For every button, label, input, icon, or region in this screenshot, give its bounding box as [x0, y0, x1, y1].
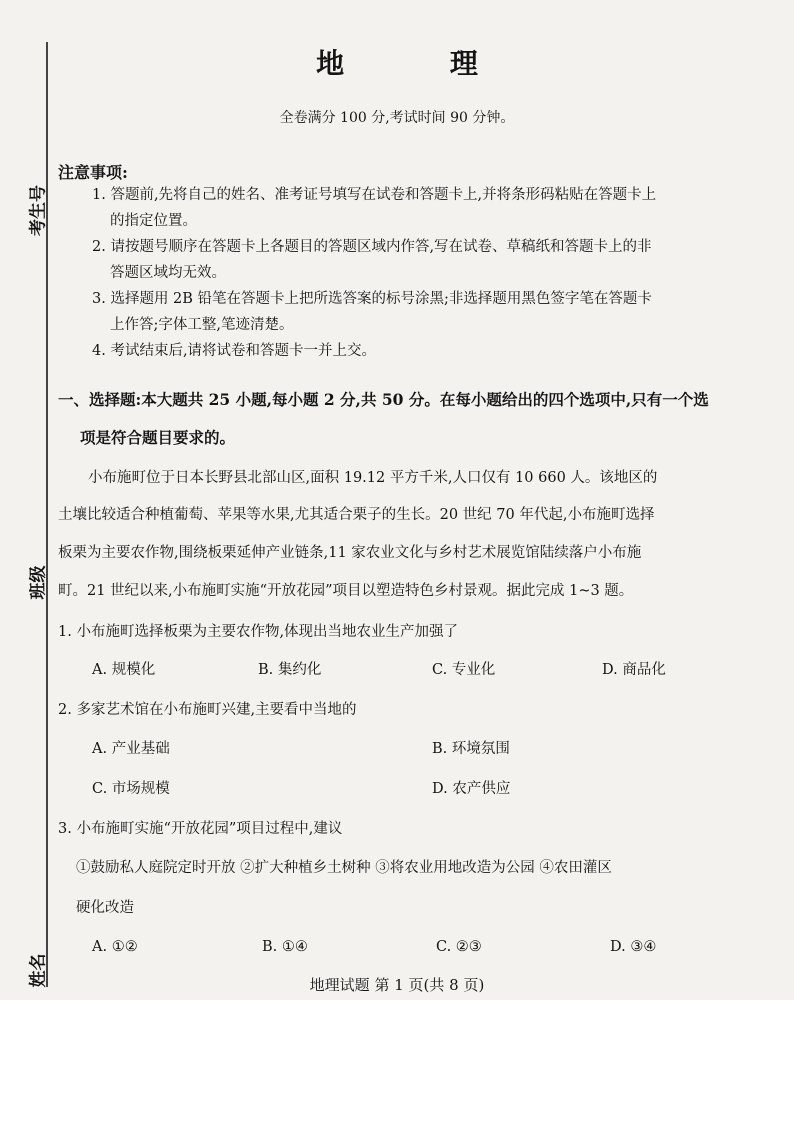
- q1-option-b: B. 集约化: [258, 662, 322, 678]
- note-line: 上作答;字体工整,笔迹清楚。: [110, 317, 294, 333]
- question-1-stem: 1. 小布施町选择板栗为主要农作物,体现出当地农业生产加强了: [58, 624, 459, 640]
- q3-option-a: A. ①②: [92, 939, 138, 955]
- q1-option-a: A. 规模化: [92, 662, 156, 678]
- q3-items-cont: 硬化改造: [76, 900, 134, 916]
- note-line: 2. 请按题号顺序在答题卡上各题目的答题区域内作答,写在试卷、草稿纸和答题卡上的非: [92, 239, 652, 255]
- note-line: 3. 选择题用 2B 铅笔在答题卡上把所选答案的标号涂黑;非选择题用黑色签字笔在答题卡: [92, 291, 652, 307]
- q2-option-b: B. 环境氛围: [432, 741, 510, 757]
- note-line: 4. 考试结束后,请将试卷和答题卡一并上交。: [92, 343, 377, 359]
- page-title: 地 理: [316, 47, 526, 80]
- section-heading: 一、选择题:本大题共 25 小题,每小题 2 分,共 50 分。在每小题给出的四个选项中,只有一个选: [58, 390, 709, 409]
- note-line: 的指定位置。: [110, 213, 197, 229]
- note-line: 答题区域均无效。: [110, 265, 226, 281]
- question-2-stem: 2. 多家艺术馆在小布施町兴建,主要看中当地的: [58, 702, 357, 718]
- passage-line: 土壤比较适合种植葡萄、苹果等水果,尤其适合栗子的生长。20 世纪 70 年代起,小布施町选择: [58, 507, 655, 523]
- page-footer: 地理试题 第 1 页(共 8 页): [309, 976, 485, 994]
- notes-heading: 注意事项:: [58, 163, 128, 182]
- question-3-stem: 3. 小布施町实施“开放花园”项目过程中,建议: [58, 821, 343, 837]
- exam-number-label: 考生号: [28, 185, 49, 236]
- q2-option-a: A. 产业基础: [92, 741, 170, 757]
- note-line: 1. 答题前,先将自己的姓名、准考证号填写在试卷和答题卡上,并将条形码粘贴在答题卡上: [92, 187, 657, 203]
- passage-line: 小布施町位于日本长野县北部山区,面积 19.12 平方千米,人口仅有 10 660 人。该地区的: [88, 470, 658, 486]
- passage-line: 町。21 世纪以来,小布施町实施“开放花园”项目以塑造特色乡村景观。据此完成 1~3 题。: [58, 583, 634, 599]
- section-heading-cont: 项是符合题目要求的。: [80, 428, 236, 447]
- class-label: 班级: [28, 565, 49, 600]
- q1-option-c: C. 专业化: [432, 662, 496, 678]
- q3-option-c: C. ②③: [436, 939, 482, 955]
- exam-info: 全卷满分 100 分,考试时间 90 分钟。: [279, 110, 515, 126]
- q1-option-d: D. 商品化: [602, 662, 666, 678]
- q2-option-c: C. 市场规模: [92, 781, 170, 797]
- q3-option-b: B. ①④: [262, 939, 308, 955]
- passage-line: 板栗为主要农作物,围绕板栗延伸产业链条,11 家农业文化与乡村艺术展览馆陆续落户小布施: [58, 545, 642, 561]
- q3-option-d: D. ③④: [610, 939, 657, 955]
- name-label: 姓名: [28, 953, 49, 988]
- q2-option-d: D. 农产供应: [432, 781, 511, 797]
- q3-items: ①鼓励私人庭院定时开放 ②扩大种植乡土树种 ③将农业用地改造为公园 ④农田灌区: [76, 860, 612, 876]
